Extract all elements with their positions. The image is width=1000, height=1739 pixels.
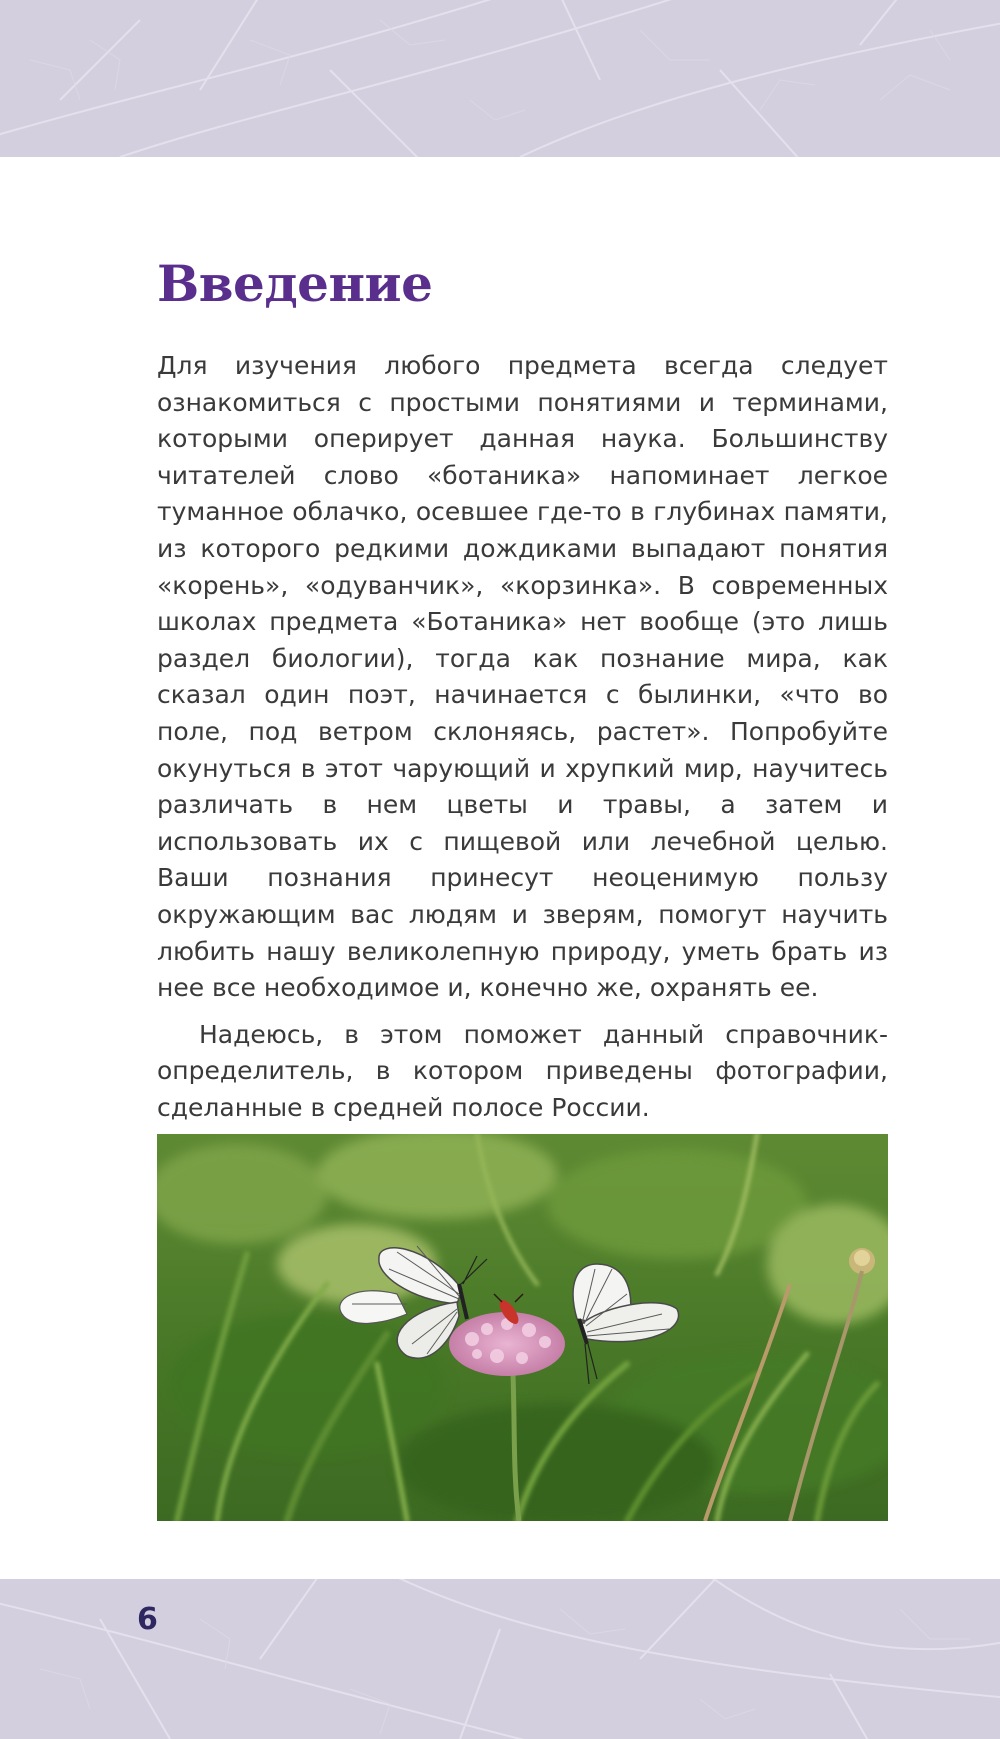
intro-text [157, 348, 888, 1126]
flower-icon [449, 1312, 565, 1376]
leaf-vein-pattern [0, 0, 1000, 157]
page-number: 6 [137, 1602, 158, 1637]
paragraph: Для изучения любого предмета всегда следует ознакомиться с простыми понятиями и терминами, которыми оперирует данная наука. Большинству читателей слово «ботаника» напоминает легкое туманное облачко, осевшее где-то в глубинах памяти, из которого редкими дождиками выпадают понятия «корень», «одуванчик», «корзинка». В современных школах предмета «Ботаника» нет вообще (это лишь раздел биологии), тогда как познание мира, как сказал один поэт, начинается с былинки, «что во поле, под ветром склоняясь, растет». Попробуйте окунуться в этот чарующий и хрупкий мир, научитесь различать в нем цветы и травы, а затем и использовать их с пищевой или лечебной целью. Ваши познания принесут неоценимую пользу окружающим вас людям и зверям, помогут научить любить нашу великолепную природу, уметь брать из нее все необходимое и, конечно же, охранять ее. [157, 351, 888, 1003]
page-title: Введение [157, 254, 433, 313]
butterflies-photo [157, 1134, 888, 1521]
paragraph: Надеюсь, в этом поможет данный справочник-определитель, в котором приведены фотографии, сделанные в средней полосе России. [157, 1019, 888, 1122]
header-leaf-band [0, 0, 1000, 157]
